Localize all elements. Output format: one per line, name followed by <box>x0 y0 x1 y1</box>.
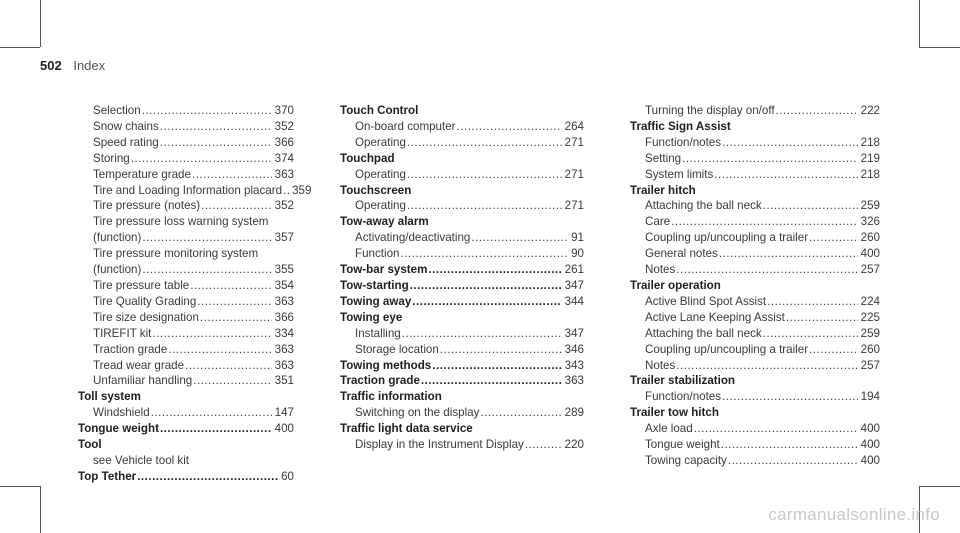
page-ref: 219 <box>860 151 880 165</box>
entry-term: Function/notes <box>645 135 722 149</box>
page-ref: 370 <box>274 104 294 117</box>
index-subentry <box>630 151 880 167</box>
entry-term: Traffic information <box>340 390 442 404</box>
page-ref: 259 <box>860 199 880 213</box>
entry-term: Trailer hitch <box>630 183 696 197</box>
page-ref: 359 <box>292 183 312 197</box>
dot-leader <box>714 167 857 183</box>
page-ref: 363 <box>274 342 294 356</box>
entry-term: Attaching the ball neck <box>645 326 762 340</box>
crop-mark-tl-v <box>40 0 41 47</box>
dot-leader <box>193 373 271 389</box>
page-ref: 363 <box>274 358 294 372</box>
entry-term: Active Blind Spot Assist <box>645 294 767 308</box>
index-subentry <box>78 262 294 278</box>
index-subentry <box>78 326 294 342</box>
page-ref: 91 <box>571 231 584 245</box>
page-ref: 257 <box>860 263 880 277</box>
index-subentry <box>78 278 294 294</box>
index-subentry <box>340 230 584 246</box>
entry-term: Temperature grade <box>93 167 191 181</box>
dot-leader <box>160 135 272 151</box>
page-ref: 400 <box>274 422 294 436</box>
page-ref: 326 <box>860 215 880 229</box>
crop-mark-tr-v <box>919 0 920 47</box>
dot-leader <box>407 167 562 183</box>
dot-leader <box>192 167 272 183</box>
page-ref: 351 <box>274 374 294 388</box>
index-heading <box>78 421 294 437</box>
index-heading <box>340 373 584 389</box>
entry-term: Tire pressure (notes) <box>93 199 201 213</box>
entry-term: Towing methods <box>340 358 432 372</box>
index-subentry <box>340 437 584 453</box>
entry-term: Unfamiliar handling <box>93 374 193 388</box>
dot-leader <box>407 198 562 214</box>
watermark: carmanualsonline.info <box>768 505 940 524</box>
page-ref: 352 <box>274 119 294 133</box>
entry-term: Toll system <box>78 390 141 404</box>
index-subentry <box>78 183 312 199</box>
dot-leader <box>428 262 561 278</box>
dot-leader <box>142 230 271 246</box>
index-column-3 <box>630 103 880 469</box>
dot-leader <box>152 326 271 342</box>
entry-term: TIREFIT kit <box>93 326 152 340</box>
page-ref: 60 <box>281 469 294 483</box>
page-ref: 90 <box>571 247 584 261</box>
entry-term: Towing eye <box>340 310 403 324</box>
entry-term: Touchpad <box>340 151 395 165</box>
page-ref: 264 <box>564 119 584 133</box>
entry-term: Tool <box>78 438 102 452</box>
index-subentry <box>78 358 294 374</box>
dot-leader <box>407 135 562 151</box>
index-subentry <box>340 246 584 262</box>
index-heading <box>340 214 584 230</box>
index-heading <box>340 358 584 374</box>
page-ref: 259 <box>860 326 880 340</box>
index-heading <box>340 421 584 437</box>
index-subentry <box>630 358 880 374</box>
page-ref: 347 <box>564 326 584 340</box>
entry-term: Speed rating <box>93 135 159 149</box>
index-subentry <box>340 342 584 358</box>
crop-mark-tr-h <box>919 47 960 48</box>
index-subentry <box>630 421 880 437</box>
crop-mark-br-h <box>919 486 960 487</box>
dot-leader <box>676 262 857 278</box>
page-ref: 224 <box>860 294 880 308</box>
page-ref: 220 <box>564 438 584 452</box>
entry-term: Windshield <box>93 406 150 420</box>
page-ref: 271 <box>564 135 584 149</box>
dot-leader <box>682 151 858 167</box>
dot-leader <box>809 230 858 246</box>
page-ref: 347 <box>564 278 584 292</box>
dot-leader <box>763 198 858 214</box>
entry-term: Setting <box>645 151 682 165</box>
index-column-2 <box>340 103 584 453</box>
entry-term: Operating <box>355 199 406 213</box>
entry-term: Notes <box>645 263 676 277</box>
index-subentry <box>340 326 584 342</box>
entry-term: Tow-bar system <box>340 263 428 277</box>
entry-term: Selection <box>93 104 141 117</box>
index-subentry <box>340 405 584 421</box>
index-subentry <box>630 214 880 230</box>
index-subentry <box>340 119 584 135</box>
index-subentry <box>78 103 294 119</box>
dot-leader <box>412 294 561 310</box>
index-subentry <box>78 405 294 421</box>
dot-leader <box>440 342 562 358</box>
dot-leader <box>786 310 858 326</box>
dot-leader <box>160 421 272 437</box>
dot-leader <box>480 405 561 421</box>
dot-leader <box>457 119 562 135</box>
dot-leader <box>722 135 858 151</box>
page-ref: 271 <box>564 199 584 213</box>
page-ref: 334 <box>274 326 294 340</box>
entry-term: Tire pressure loss warning system <box>93 215 269 229</box>
entry-term: Tire pressure table <box>93 278 190 292</box>
dot-leader <box>719 246 858 262</box>
page-ref: 357 <box>274 231 294 245</box>
page-ref: 147 <box>274 406 294 420</box>
page-ref: 363 <box>274 167 294 181</box>
dot-leader <box>400 246 568 262</box>
page-ref: 400 <box>860 247 880 261</box>
index-subentry <box>78 167 294 183</box>
index-subentry <box>630 103 880 119</box>
page-ref: 218 <box>860 135 880 149</box>
dot-leader <box>197 294 271 310</box>
dot-leader <box>142 103 272 119</box>
entry-term: Top Tether <box>78 469 137 483</box>
dot-leader <box>421 373 562 389</box>
dot-leader <box>728 453 858 469</box>
entry-term: System limits <box>645 167 714 181</box>
page-ref: 343 <box>564 358 584 372</box>
entry-term: Activating/deactivating <box>355 231 471 245</box>
page-ref: 363 <box>274 294 294 308</box>
index-heading <box>630 183 880 199</box>
entry-term: Traffic light data service <box>340 422 473 436</box>
page-ref: 225 <box>860 310 880 324</box>
dot-leader <box>185 358 272 374</box>
index-subentry <box>630 230 880 246</box>
page-ref: 222 <box>860 104 880 117</box>
entry-term: Active Lane Keeping Assist <box>645 310 785 324</box>
entry-term: Tow-away alarm <box>340 215 429 229</box>
dot-leader <box>525 437 562 453</box>
index-subentry <box>340 198 584 214</box>
dot-leader <box>410 278 562 294</box>
page-ref: 400 <box>860 438 880 452</box>
entry-term: Touch Control <box>340 104 419 117</box>
dot-leader <box>402 326 562 342</box>
page-ref: 260 <box>860 342 880 356</box>
page-ref: 271 <box>564 167 584 181</box>
page-ref: 363 <box>564 374 584 388</box>
dot-leader <box>694 421 858 437</box>
index-heading <box>340 151 584 167</box>
index-heading <box>78 437 294 453</box>
index-subentry <box>630 294 880 310</box>
entry-term: Trailer stabilization <box>630 374 736 388</box>
index-subentry <box>630 135 880 151</box>
entry-term: Trailer tow hitch <box>630 406 719 420</box>
entry-term: Traffic Sign Assist <box>630 119 731 133</box>
entry-term: Tire and Loading Information placard <box>93 183 283 197</box>
dot-leader <box>190 278 271 294</box>
index-subentry <box>630 342 880 358</box>
page-ref: 355 <box>274 263 294 277</box>
dot-leader <box>767 294 858 310</box>
entry-term: (function) <box>93 231 142 245</box>
entry-term: Tongue weight <box>78 422 159 436</box>
entry-term: Attaching the ball neck <box>645 199 762 213</box>
entry-term: Operating <box>355 135 406 149</box>
dot-leader <box>722 389 858 405</box>
index-subentry <box>630 262 880 278</box>
index-subentry <box>78 230 294 246</box>
entry-term: Snow chains <box>93 119 159 133</box>
entry-term: Notes <box>645 358 676 372</box>
page-ref: 354 <box>274 278 294 292</box>
page-ref: 257 <box>860 358 880 372</box>
entry-term: Axle load <box>645 422 693 436</box>
entry-term: Display in the Instrument Display <box>355 438 524 452</box>
index-subentry <box>78 119 294 135</box>
entry-term: (function) <box>93 263 142 277</box>
index-subentry <box>630 167 880 183</box>
page-ref: 374 <box>274 151 294 165</box>
entry-term: Coupling up/uncoupling a trailer <box>645 231 809 245</box>
page-title: Index <box>73 58 106 73</box>
index-subentry <box>340 135 584 151</box>
index-subentry <box>630 389 880 405</box>
page-ref: 194 <box>860 390 880 404</box>
page-ref: 346 <box>564 342 584 356</box>
dot-leader <box>200 310 272 326</box>
index-subentry <box>630 310 880 326</box>
index-subentry <box>78 294 294 310</box>
index-subentry <box>78 453 294 469</box>
index-subentry <box>78 198 294 214</box>
entry-term: Installing <box>355 326 401 340</box>
page-ref: 366 <box>274 310 294 324</box>
page-ref: 289 <box>564 406 584 420</box>
entry-term: Tread wear grade <box>93 358 185 372</box>
dot-leader <box>137 469 278 485</box>
page-header <box>40 58 105 73</box>
page-number: 502 <box>40 58 62 73</box>
index-heading <box>630 405 880 421</box>
entry-term: Function <box>355 247 400 261</box>
entry-term: Tow-starting <box>340 278 409 292</box>
entry-term: Touchscreen <box>340 183 412 197</box>
index-subentry <box>630 453 880 469</box>
entry-term: Coupling up/uncoupling a trailer <box>645 342 809 356</box>
index-heading <box>340 183 584 199</box>
dot-leader <box>283 183 289 199</box>
index-subentry <box>78 373 294 389</box>
dot-leader <box>721 437 858 453</box>
dot-leader <box>809 342 858 358</box>
index-heading <box>78 469 294 485</box>
index-heading <box>78 389 294 405</box>
index-column-1 <box>78 103 312 485</box>
entry-term: see Vehicle tool kit <box>93 453 190 467</box>
dot-leader <box>432 358 561 374</box>
index-heading <box>340 262 584 278</box>
page-ref: 260 <box>860 231 880 245</box>
index-heading <box>630 373 880 389</box>
entry-term: General notes <box>645 247 718 261</box>
entry-term: On-board computer <box>355 119 456 133</box>
crop-mark-bl-v <box>40 486 41 533</box>
index-subentry <box>78 214 294 230</box>
index-subentry <box>630 246 880 262</box>
entry-term: Traction grade <box>340 374 420 388</box>
entry-term: Switching on the display <box>355 406 480 420</box>
index-subentry <box>630 198 880 214</box>
index-heading <box>340 294 584 310</box>
index-heading <box>630 278 880 294</box>
entry-term: Turning the display on/off <box>645 104 775 117</box>
entry-term: Tire pressure monitoring system <box>93 247 259 261</box>
index-subentry <box>78 342 294 358</box>
entry-term: Storage location <box>355 342 439 356</box>
dot-leader <box>676 358 857 374</box>
page-ref: 261 <box>564 263 584 277</box>
dot-leader <box>763 326 858 342</box>
entry-term: Towing capacity <box>645 453 727 467</box>
index-heading <box>340 310 584 326</box>
page-ref: 352 <box>274 199 294 213</box>
entry-term: Traction grade <box>93 342 168 356</box>
page-ref: 366 <box>274 135 294 149</box>
entry-term: Trailer operation <box>630 278 721 292</box>
dot-leader <box>151 405 272 421</box>
entry-term: Tire Quality Grading <box>93 294 197 308</box>
entry-term: Towing away <box>340 294 412 308</box>
dot-leader <box>168 342 271 358</box>
dot-leader <box>160 119 272 135</box>
dot-leader <box>131 151 272 167</box>
crop-mark-tl-h <box>0 47 40 48</box>
page-ref: 400 <box>860 453 880 467</box>
entry-term: Tongue weight <box>645 438 720 452</box>
crop-mark-bl-h <box>0 486 40 487</box>
entry-term: Function/notes <box>645 390 722 404</box>
dot-leader <box>671 214 858 230</box>
dot-leader <box>471 230 568 246</box>
dot-leader <box>142 262 271 278</box>
page-ref: 344 <box>564 294 584 308</box>
index-subentry <box>78 151 294 167</box>
index-heading <box>630 119 880 135</box>
index-subentry <box>78 135 294 151</box>
index-heading <box>340 278 584 294</box>
index-subentry <box>78 310 294 326</box>
index-heading <box>340 389 584 405</box>
entry-term: Tire size designation <box>93 310 199 324</box>
entry-term: Care <box>645 215 671 229</box>
dot-leader <box>776 103 858 119</box>
entry-term: Storing <box>93 151 130 165</box>
page-ref: 400 <box>860 422 880 436</box>
index-subentry <box>630 437 880 453</box>
page-ref: 218 <box>860 167 880 181</box>
index-heading <box>340 103 584 119</box>
dot-leader <box>201 198 271 214</box>
index-subentry <box>630 326 880 342</box>
entry-term: Operating <box>355 167 406 181</box>
index-subentry <box>78 246 294 262</box>
index-subentry <box>340 167 584 183</box>
